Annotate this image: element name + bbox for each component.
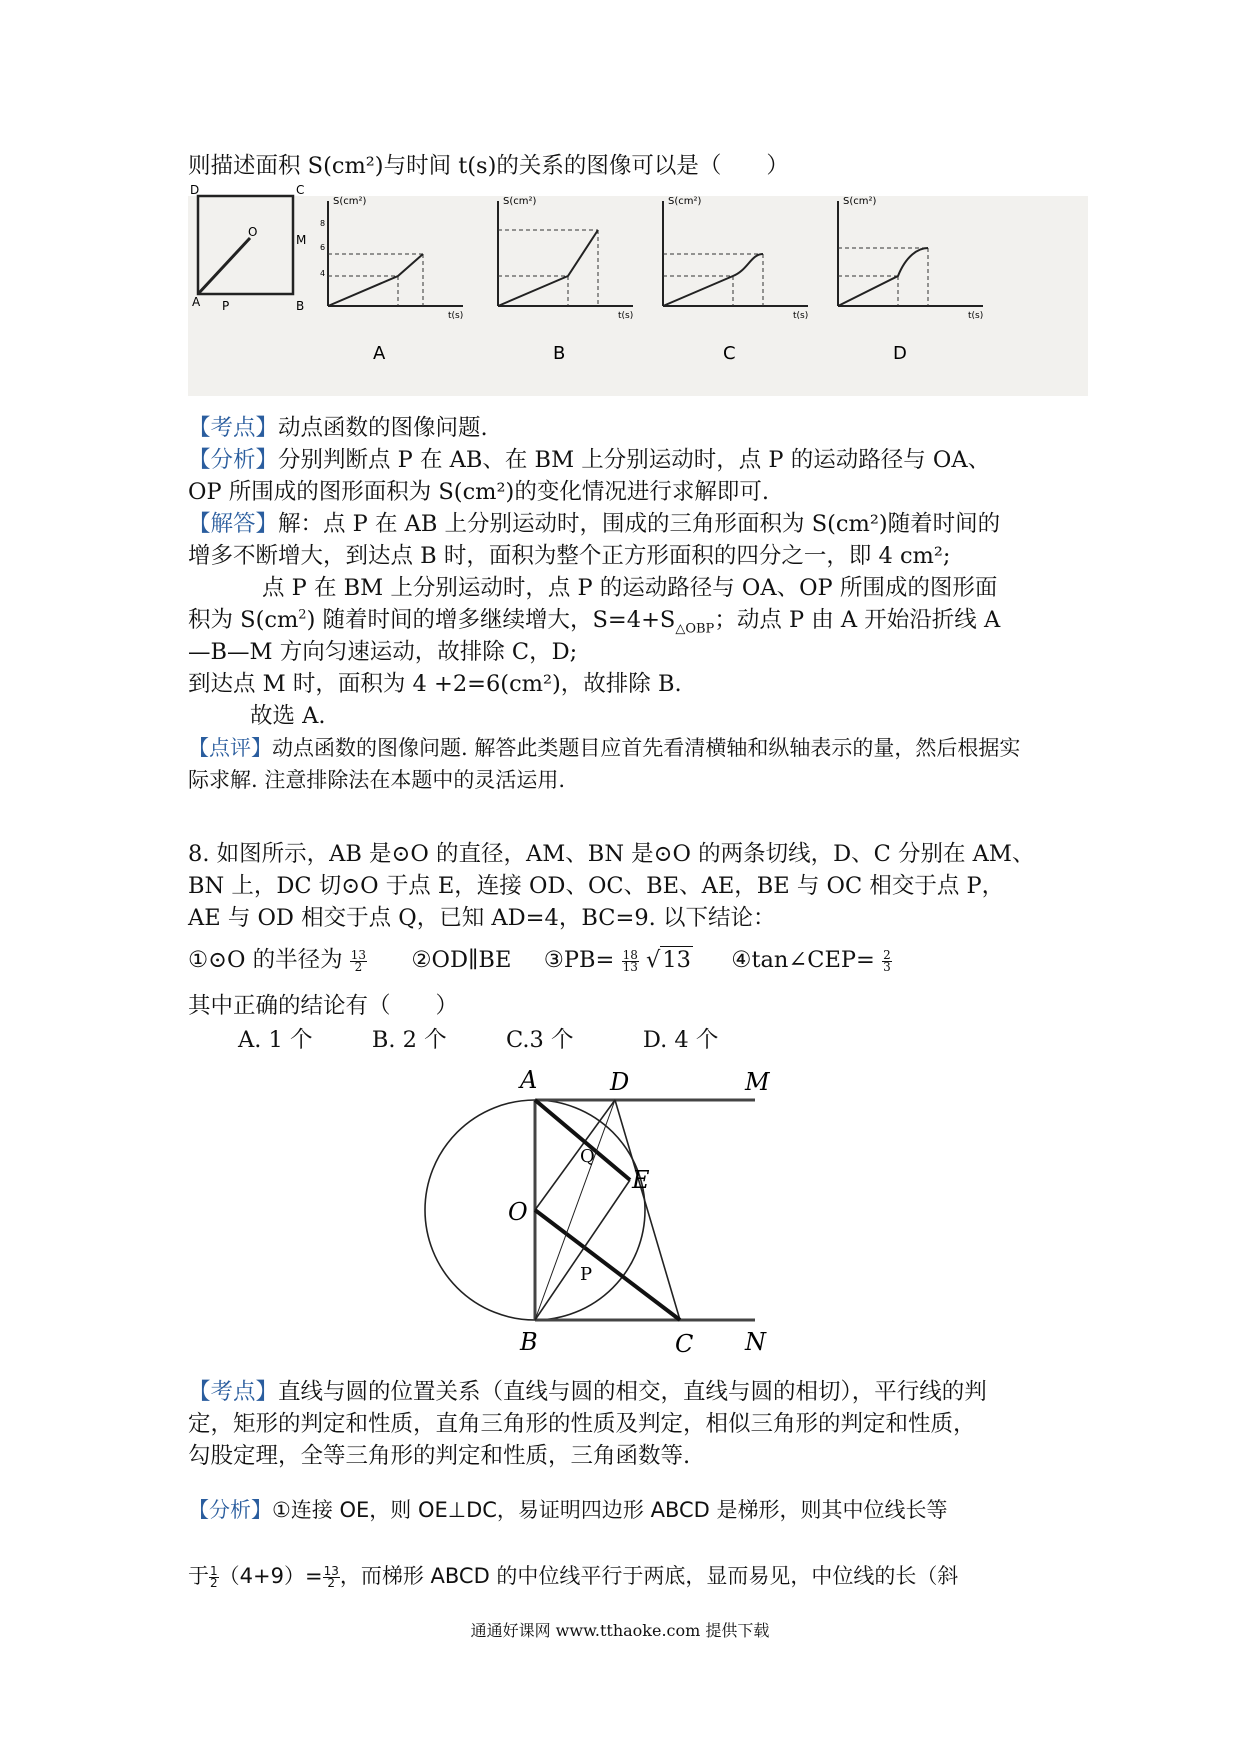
frac-2-3: $\frac{2}{3}$ <box>883 947 891 974</box>
choice-c: C.3 个 <box>505 1027 574 1053</box>
svg-text:8: 8 <box>320 219 326 228</box>
q7-stem: 则描述面积 S(cm²)与时间 t(s)的关系的图像可以是（ ） <box>188 153 789 179</box>
svg-text:t(s): t(s) <box>793 311 809 321</box>
svg-text:6: 6 <box>320 243 326 252</box>
choice-d: D. 4 个 <box>642 1027 719 1053</box>
q7-kaodian: 【考点】动点函数的图像问题. <box>188 415 488 441</box>
q7-dianping: 【点评】动点函数的图像问题. 解答此类题目应首先看清横轴和纵轴表示的量，然后根据实 <box>188 736 1021 760</box>
label-c: C <box>296 183 305 197</box>
q7-jieda-3: 点 P 在 BM 上分别运动时，点 P 的运动路径与 OA、OP 所围成的图形面 <box>262 575 998 601</box>
q7-jieda: 【解答】解：点 P 在 AB 上分别运动时，围成的三角形面积为 S(cm²)随着时间的 <box>188 511 1001 537</box>
frac-1-2: $\frac{1}{2}$ <box>210 1563 218 1590</box>
graph-c <box>663 196 808 364</box>
fig-label-m: M <box>745 1068 770 1096</box>
choice-a: A. 1 个 <box>238 1027 313 1053</box>
graph-d <box>838 196 983 364</box>
choice-b: B. 2 个 <box>371 1027 447 1053</box>
q7-dianping-2: 际求解. 注意排除法在本题中的灵活运用. <box>188 768 566 792</box>
q8-stem-3: AE 与 OD 相交于点 Q，已知 AD=4，BC=9. 以下结论： <box>188 905 776 931</box>
graph-b <box>498 196 633 364</box>
frac-13-2: $\frac{13}{2}$ <box>350 947 367 974</box>
fig-label-c: C <box>675 1330 694 1358</box>
fig-label-o: O <box>508 1198 528 1226</box>
q7-fenxi: 【分析】分别判断点 P 在 AB、在 BM 上分别运动时，点 P 的运动路径与 OA、 <box>188 447 991 473</box>
option-a-label: A <box>373 343 386 364</box>
svg-text:S(cm²): S(cm²) <box>333 196 367 207</box>
conclusion-2: ②OD∥BE <box>411 947 512 973</box>
fig-label-q: Q <box>580 1146 595 1167</box>
svg-text:S(cm²): S(cm²) <box>503 196 537 207</box>
frac-18-13: $\frac{18}{13}$ <box>622 947 638 974</box>
q7-figure-strip <box>188 183 1088 396</box>
fig-label-b: B <box>520 1328 538 1356</box>
svg-text:t(s): t(s) <box>448 311 464 321</box>
fig-label-n: N <box>745 1328 766 1356</box>
q8-kaodian-2: 定，矩形的判定和性质，直角三角形的性质及判定，相似三角形的判定和性质， <box>188 1411 976 1437</box>
q7-fenxi-2: OP 所围成的图形面积为 S(cm²)的变化情况进行求解即可. <box>188 479 769 505</box>
label-a: A <box>192 295 201 309</box>
label-b: B <box>296 299 305 313</box>
page-footer: 通通好课网 www.tthaoke.com 提供下载 <box>470 1621 770 1640</box>
segment-dc <box>615 1100 680 1320</box>
conclusion-1: ①⊙O 的半径为 <box>188 947 343 973</box>
q7-jieda-4: 积为 $S(cm^2)$ 随着时间的增多继续增大，$S=4+S_{\triangle OBP}$；动点 P 由 A 开始沿折线 A <box>188 607 1001 637</box>
svg-text:t(s): t(s) <box>968 311 984 321</box>
q7-figure <box>188 183 1088 396</box>
q8-fenxi-2: 于 $\frac{1}{2}$ （4+9）= $\frac{13}{2}$ ，而梯形 ABCD 的中位线平行于两底，显而易见，中位线的长（斜 <box>188 1563 959 1590</box>
label-p: P <box>222 299 230 313</box>
segment-ao <box>198 238 250 294</box>
q8-geometry-figure <box>420 1066 800 1360</box>
q7-jieda-2: 增多不断增大，到达点 B 时，面积为整个正方形面积的四分之一，即 4 cm²; <box>188 543 951 569</box>
fig-label-e: E <box>632 1166 650 1194</box>
segment-oc <box>535 1210 680 1320</box>
sqrt-13: √13 <box>646 947 691 973</box>
q7-jieda-6: 到达点 M 时，面积为 4 +2=6(cm²)，故排除 B. <box>188 671 682 697</box>
fig-label-a: A <box>520 1066 538 1094</box>
q7-jieda-5: —B—M 方向匀速运动，故排除 C，D; <box>188 639 578 665</box>
q8-kaodian: 【考点】直线与圆的位置关系（直线与圆的相交，直线与圆的相切），平行线的判 <box>188 1379 987 1405</box>
fig-label-p: P <box>580 1264 593 1285</box>
q8-stem-2: BN 上，DC 切⊙O 于点 E，连接 OD、OC、BE、AE，BE 与 OC 相交于点 P， <box>188 873 1005 899</box>
q7-jieda-7: 故选 A. <box>250 703 326 729</box>
option-d-label: D <box>893 343 907 364</box>
q8-choices <box>238 1024 718 1056</box>
q8-conclusions <box>188 944 892 976</box>
svg-text:t(s): t(s) <box>618 311 634 321</box>
svg-text:S(cm²): S(cm²) <box>843 196 877 207</box>
segment-ae <box>535 1100 630 1180</box>
svg-text:4: 4 <box>320 269 326 278</box>
option-b-label: B <box>553 343 566 364</box>
svg-text:S(cm²): S(cm²) <box>668 196 702 207</box>
q8-fenxi: 【分析】①连接 OE，则 OE⊥DC，易证明四边形 ABCD 是梯形，则其中位线长等 <box>188 1498 948 1522</box>
q8-ask: 其中正确的结论有（ ） <box>188 993 459 1019</box>
option-c-label: C <box>723 343 736 364</box>
segment-be <box>535 1180 630 1320</box>
label-d: D <box>190 183 200 197</box>
q8-stem-1: 8. 如图所示，AB 是⊙O 的直径，AM、BN 是⊙O 的两条切线，D、C 分别在 AM、 <box>188 841 1035 867</box>
q8-kaodian-3: 勾股定理，全等三角形的判定和性质，三角函数等. <box>188 1443 691 1469</box>
graph-a <box>320 196 463 364</box>
conclusion-4: ④tan∠CEP= <box>731 947 875 973</box>
label-m: M <box>296 233 307 247</box>
frac-13-2-b: $\frac{13}{2}$ <box>323 1563 339 1590</box>
label-o: O <box>248 225 258 239</box>
conclusion-3: ③PB= <box>543 947 615 973</box>
fig-label-d: D <box>610 1068 630 1096</box>
